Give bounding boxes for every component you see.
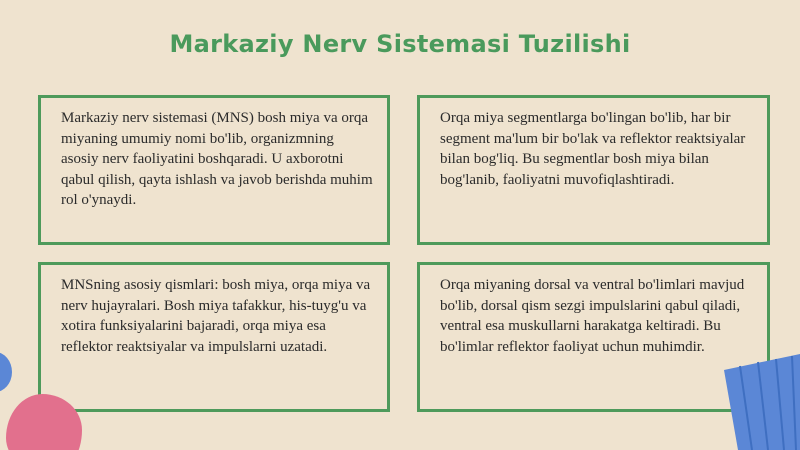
info-card-spinal-segments bbox=[417, 95, 770, 245]
decorative-blue-shape bbox=[718, 350, 800, 450]
card-text: Markaziy nerv sistemasi (MNS) bosh miya va orqa miyaning umumiy nomi bo'lib, organizmning asosiy nerv faoliyatini boshqaradi. U axborotni qabul qilish, qayta ishlash va javob berishda muhim rol o'ynaydi. bbox=[61, 110, 373, 208]
info-card-mns-definition bbox=[38, 95, 390, 245]
slide-title: Markaziy Nerv Sistemasi Tuzilishi bbox=[169, 30, 631, 58]
info-card-mns-parts bbox=[38, 262, 390, 412]
decorative-blue-blob bbox=[0, 352, 12, 392]
card-text: Orqa miya segmentlarga bo'lingan bo'lib, har bir segment ma'lum bir bo'lak va reflektor reaktsiyalar bilan bog'liq. Bu segmentlar bosh miya bilan bog'lanib, faoliyatni muvofiqlashtiradi. bbox=[440, 110, 746, 188]
card-text: MNSning asosiy qismlari: bosh miya, orqa miya va nerv hujayralari. Bosh miya tafakkur, his-tuyg'u va xotira funksiyalarini bajaradi, orqa miya esa reflektor reaktsiyalar va impulslarni uzatadi. bbox=[61, 277, 371, 355]
card-text: Orqa miyaning dorsal va ventral bo'limlari mavjud bo'lib, dorsal qism sezgi impulslarini qabul qiladi, ventral esa muskullarni harakatga keltiradi. Bu bo'limlar reflektor faoliyat uchun muhimdir. bbox=[440, 277, 745, 355]
